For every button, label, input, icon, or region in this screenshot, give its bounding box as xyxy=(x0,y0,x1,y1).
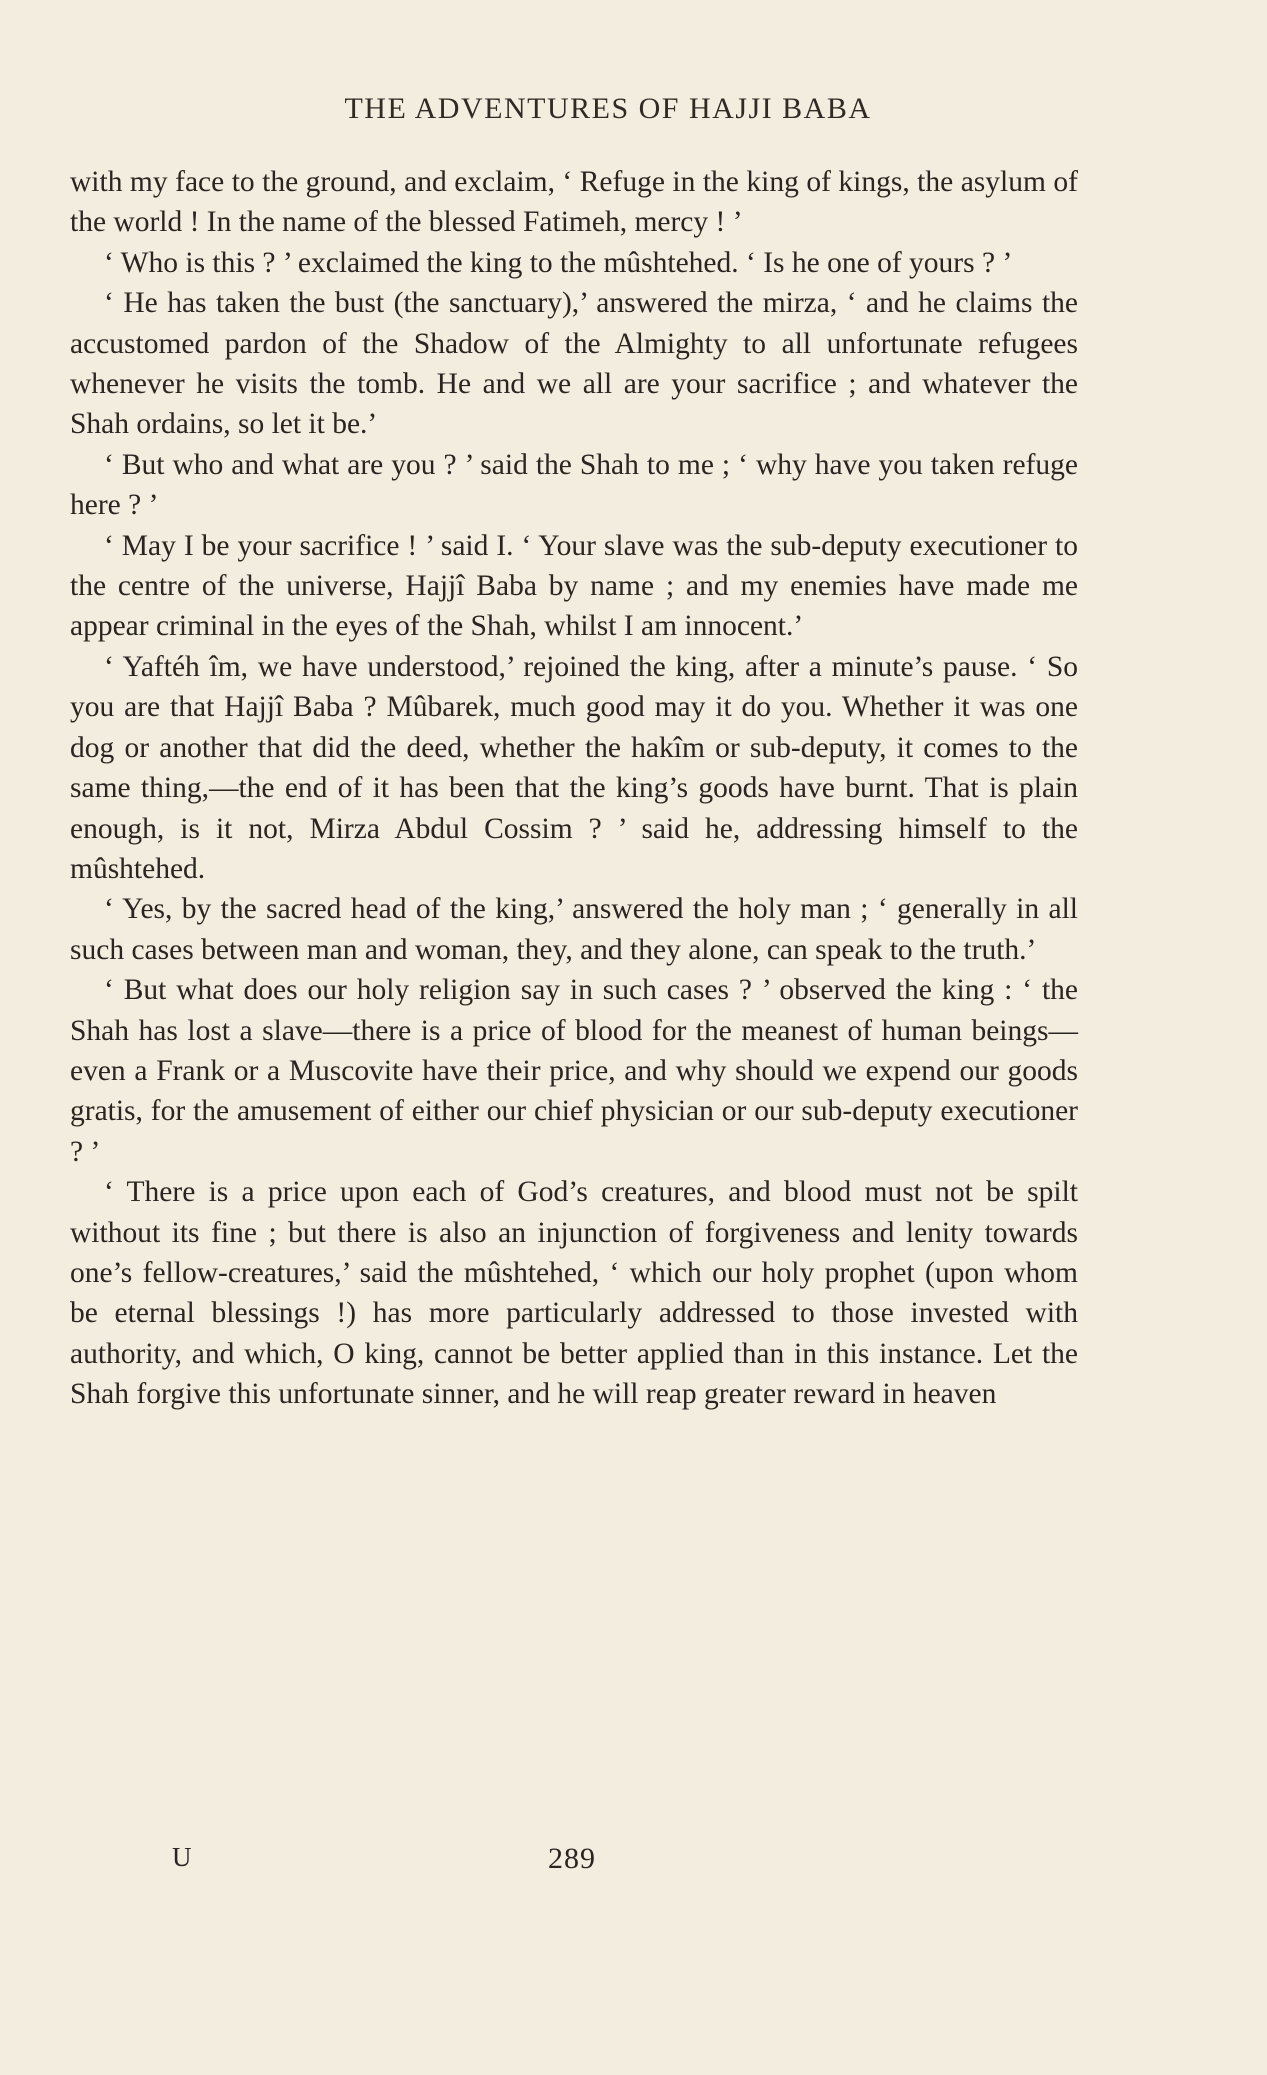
paragraph: ‘ May I be your sacrifice ! ’ said I. ‘ Your slave was the sub-deputy executioner to the centre of the universe, Hajjî Baba by name ; and my enemies have made me appear criminal in the eyes of the Shah, whilst I am innocent.’ xyxy=(70,529,1078,643)
paragraph: ‘ Yes, by the sacred head of the king,’ answered the holy man ; ‘ generally in all such cases between man and woman, they, and they alone, can speak to the truth.’ xyxy=(70,893,1078,966)
page-footer xyxy=(0,1842,1267,1892)
paragraph: ‘ But what does our holy religion say in such cases ? ’ observed the king : ‘ the Shah has lost a slave—there is a price of blood for the meanest of human beings—even a Frank or a Muscovite have their price, and why should we expend our goods gratis, for the amusement of either our chief physician or our sub-deputy executioner ? ’ xyxy=(70,974,1078,1168)
body-text xyxy=(70,162,1078,1415)
signature-mark: U xyxy=(172,1842,192,1872)
paragraph: ‘ Yaftéh îm, we have understood,’ rejoined the king, after a minute’s pause. ‘ So you are that Hajjî Baba ? Mûbarek, much good may it do you. Whether it was one dog or another that did the deed, whether the hakîm or sub-deputy, it comes to the same thing,—the end of it has been that the king’s goods have burnt. That is plain enough, is it not, Mirza Abdul Cossim ? ’ said he, addressing himself to the mûshtehed. xyxy=(70,650,1078,885)
paragraph: ‘ But who and what are you ? ’ said the Shah to me ; ‘ why have you taken refuge here ? ’ xyxy=(70,448,1078,522)
page-number: 289 xyxy=(548,1842,596,1875)
paragraph: ‘ There is a price upon each of God’s creatures, and blood must not be spilt without its fine ; but there is also an injunction of forgiveness and lenity towards one’s fellow-creatures,’ said the mûshtehed, ‘ which our holy prophet (upon whom be eternal blessings !) has more particularly addressed to those invested with authority, and which, O king, cannot be better applied than in this instance. Let the Shah forgive this unfortunate sinner, and he will reap greater reward in heaven xyxy=(70,1176,1078,1411)
paragraph: ‘ Who is this ? ’ exclaimed the king to the mûshtehed. ‘ Is he one of yours ? ’ xyxy=(104,246,1013,279)
running-head: THE ADVENTURES OF HAJJI BABA xyxy=(344,92,872,125)
paragraph: with my face to the ground, and exclaim, ‘ Refuge in the king of kings, the asylum of the world ! In the name of the blessed Fatimeh, mercy ! ’ xyxy=(70,166,1078,239)
paragraph: ‘ He has taken the bust (the sanctuary),’ answered the mirza, ‘ and he claims the accustomed pardon of the Shadow of the Almighty to all unfortunate refugees whenever he visits the tomb. He and we all are your sacrifice ; and whatever the Shah ordains, so let it be.’ xyxy=(70,287,1078,441)
